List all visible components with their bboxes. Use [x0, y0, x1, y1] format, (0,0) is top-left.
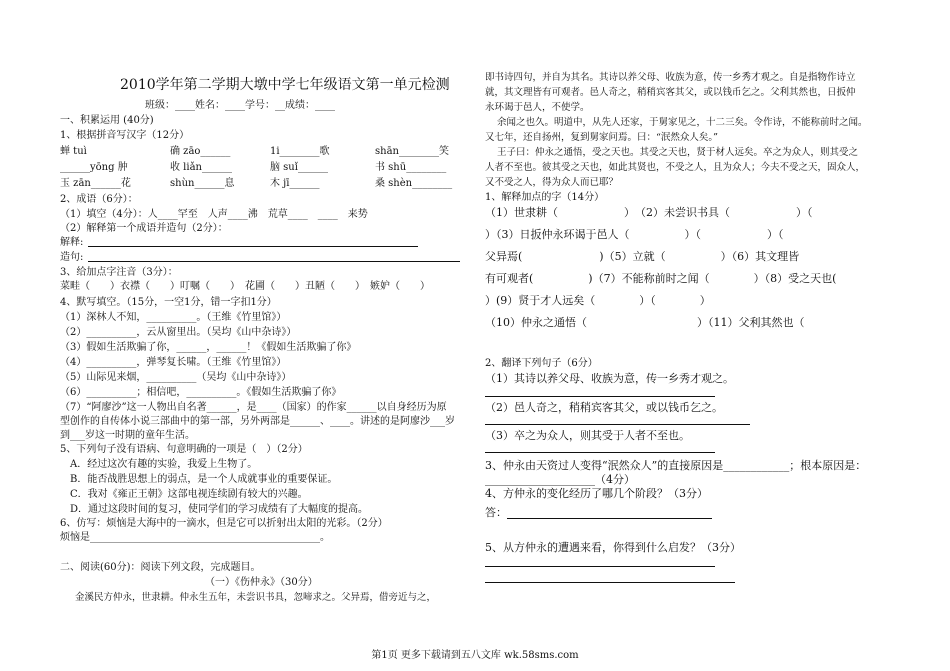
q2-part2: （2）解释第一个成语并造句（2分）：	[60, 223, 228, 234]
answer-line	[485, 452, 715, 453]
pinyin-item: 蝉 tuì	[60, 146, 87, 157]
q4-item-3: （3）假如生活欺骗了你，______，______！《假如生活欺骗了你》	[60, 342, 357, 353]
reading-q2-sentence-2: （2）邑人奇之，稍稍宾客其父，或以钱币乞之。	[485, 401, 723, 414]
reading-q2-heading: 2、翻译下列句子（6分）	[485, 358, 598, 369]
section-1-heading: 一、积累运用 (40分)	[60, 115, 154, 126]
pinyin-item: 桑 shèn________	[375, 178, 453, 189]
pinyin-item: shān________笑	[375, 146, 449, 157]
q6-answer-line: 烦恼是______________________________________________。	[60, 532, 330, 543]
q4-item-5: （5）山际见来烟，__________（吴均《山中杂诗》）	[60, 372, 292, 383]
passage-line: 就，其文理皆有可观者。邑人奇之，稍稍宾客其父，或以钱币乞之。父利其然也，日扳仲	[485, 87, 856, 98]
reading-q1-line: （1）世隶耕（ ） （2）未尝识书具（ ）（	[485, 206, 813, 219]
q5-heading: 5、下列句子没有语病、句意明确的一项是（ ）（2分）	[60, 444, 308, 455]
reading-q3-line-2: ____________________（4分）	[485, 473, 635, 486]
answer-line	[88, 261, 460, 262]
q2-part1: （1）填空（4分）：人____罕至 人声____沸 荒草____ ____ 来势	[60, 209, 368, 220]
pinyin-item: 玉 zān______花	[60, 178, 131, 189]
pinyin-item: 书 shū________	[375, 162, 447, 173]
q1-heading: 1、根据拼音写汉字（12分）	[60, 130, 190, 141]
pinyin-item: shùn______息	[170, 178, 235, 189]
q3-heading: 3、给加点字注音（3分）：	[60, 267, 178, 278]
q5-option-a: A．经过这次有趣的实验，我爱上生物了。	[70, 459, 258, 470]
q5-option-c: C．我对《雍正王朝》这部电视连续剧有较大的兴趣。	[70, 489, 308, 500]
reading-q1-heading: 1、解释加点的字（14分）	[485, 192, 605, 203]
q6-heading: 6、仿写：烦恼是大海中的一滴水，但是它可以折射出太阳的光彩。（2分）	[60, 518, 388, 529]
reading-q1-line: 有可观者( )（7）不能称前时之闻（ ）（8）受之天也(	[485, 272, 837, 285]
q4-item-7b: 型创作的自传体小说三部曲中的第一部，另外两部是______、____。讲述的是阿廖沙___岁	[60, 416, 455, 427]
q4-item-4: （4）__________，弹琴复长啸。（王维《竹里馆》）	[60, 357, 287, 368]
q4-item-6: （6）__________；相信吧，__________。《假如生活欺骗了你》	[60, 387, 342, 398]
q4-item-1: （1）深林人不知，__________。（王维《竹里馆》）	[60, 312, 287, 323]
answer-line	[485, 396, 715, 397]
page-footer: 第1页 更多下载请到五八文库 wk.58sms.com	[371, 650, 579, 661]
passage-line: 王子曰：仲永之通悟，受之天也。其受之天也，贤于材人远矣。卒之为众人，则其受之	[497, 147, 859, 158]
q2-sentence-label: 造句:	[60, 252, 84, 263]
answer-line	[507, 518, 712, 519]
q4-heading: 4、默写填空。（15分，一空1分，错一字扣1分）	[60, 297, 277, 308]
reading-q1-line: ）(9）贤于才人远矣（ ）（ ）	[485, 294, 711, 307]
pinyin-item: 确 zāo______	[170, 146, 231, 157]
pinyin-item: 1i________歌	[270, 146, 330, 157]
reading-q1-line: （10）仲永之通悟（ ）（11）父利其然也（	[485, 316, 805, 329]
passage-line: 余闻之也久。明道中，从先人还家，于舅家见之，十二三矣。令作诗，不能称前时之闻。	[497, 117, 868, 128]
student-info-line: 班级：____姓名：____学号：__成绩：____	[145, 100, 335, 111]
pinyin-item: 脑 suǐ______	[270, 162, 328, 173]
passage-line: 又不受之人，得为众人而已耶？	[485, 177, 619, 188]
page-title: 2010学年第二学期大墩中学七年级语文第一单元检测	[120, 77, 450, 93]
reading-q2-sentence-3: （3）卒之为众人，则其受于人者不至也。	[485, 429, 690, 442]
passage-line: 金溪民方仲永，世隶耕。仲永生五年，未尝识书具，忽啼求之。父异焉，借旁近与之，	[75, 592, 437, 603]
pinyin-item: 收 liǎn______	[170, 162, 232, 173]
q2-explain-label: 解释:	[60, 237, 84, 248]
answer-line	[485, 582, 735, 583]
answer-line	[485, 566, 715, 567]
reading-q1-line: 父异焉( )（5）立就（ ）（6）其文理皆	[485, 250, 800, 263]
passage-line: 永环谒于邑人，不使学。	[485, 102, 590, 113]
passage-line: 又七年，还自扬州，复到舅家问焉。曰：“泯然众人矣。”	[485, 132, 718, 143]
q5-option-d: D．通过这段时间的复习，使同学们的学习成绩有了大幅度的提高。	[70, 504, 369, 515]
passage-line: 即书诗四句，并自为其名。其诗以养父母、收族为意，传一乡秀才观之。自是指物作诗立	[485, 72, 856, 83]
reading-q3-line-1: 3、仲永由天资过人变得“泯然众人”的直接原因是____________；根本原因是：	[485, 459, 867, 472]
pinyin-item: 木 jī______	[270, 178, 320, 189]
reading-q5-heading: 5、从方仲永的遭遇来看，你得到什么启发？（3分）	[485, 541, 741, 554]
reading-q4-heading: 4、方仲永的变化经历了哪几个阶段？（3分）	[485, 487, 708, 500]
reading-q2-sentence-1: （1）其诗以养父母、收族为意，传一乡秀才观之。	[485, 372, 734, 385]
reading-q4-answer-label: 答：	[485, 506, 507, 519]
passage-title: （一）《伤仲永》（30分）	[205, 577, 318, 588]
q3-items: 菜畦（ ）衣襟（ ）叮嘱（ ） 花圃（ ）丑陋（ ） 嫉妒（ ）	[60, 281, 430, 292]
q5-option-b: B．能否战胜思想上的弱点，是一个人成就事业的重要保证。	[70, 474, 338, 485]
pinyin-item: ______yōng 肿	[60, 162, 128, 173]
q4-item-7c: 到___岁这一时期的童年生活。	[60, 430, 195, 441]
answer-line	[88, 246, 418, 247]
q4-item-2: （2）__________，云从窗里出。（吴均《山中杂诗》）	[60, 327, 297, 338]
reading-q1-line: ）（3）日扳仲永环谒于邑人（ ）（ ）（	[485, 228, 784, 241]
section-2-heading: 二、阅读(60分)：阅读下列文段，完成题目。	[60, 562, 261, 573]
q2-heading: 2、成语（6分）：	[60, 194, 138, 205]
passage-line: 人者不至也。彼其受之天也，如此其贤也，不受之人，且为众人；今夫不受之天，固众人，	[485, 162, 866, 173]
q4-item-7a: （7）“阿廖沙”这一人物出自名著______，是____（国家）的作家______以自身经历为原	[60, 402, 447, 413]
answer-line	[485, 424, 750, 425]
